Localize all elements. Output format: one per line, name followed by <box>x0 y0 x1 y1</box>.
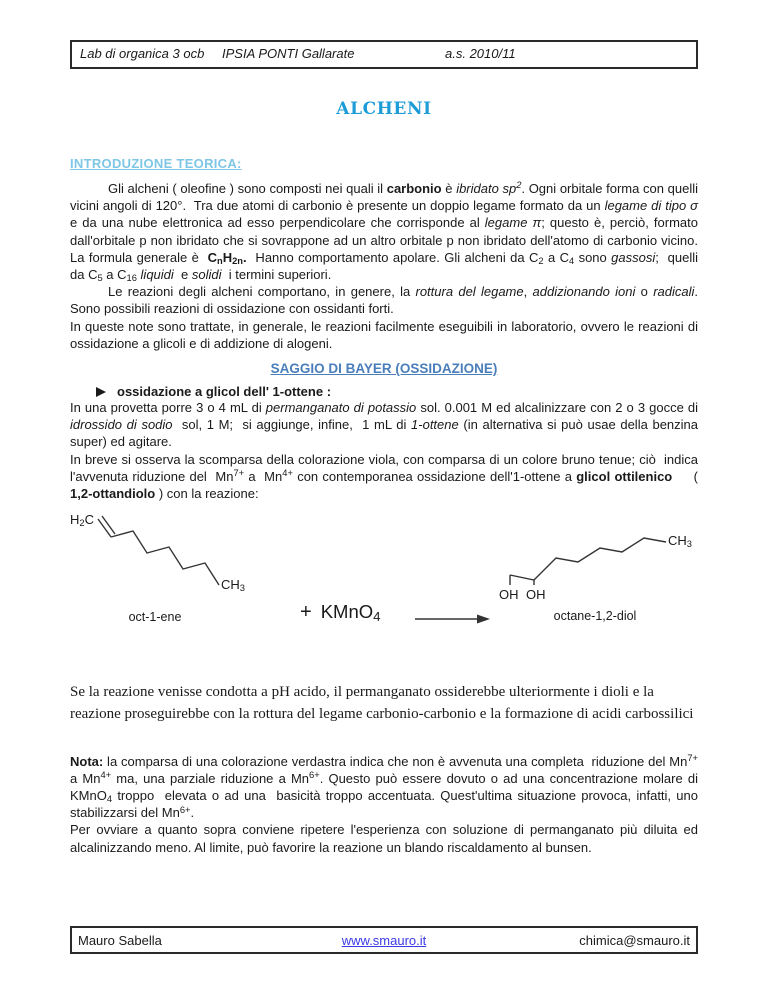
ph-discussion-paragraph: Se la reazione venisse condotta a pH acido, il permanganato ossiderebbe ulteriormente i dioli e la reazione proseguirebbe con la rottura del legame carbonio-carbonio e la formazione di acidi carbossilici <box>70 684 694 722</box>
ch3-label-reactant: $CH_3$ <box>221 577 245 594</box>
header-course: Lab di organica 3 ocb <box>80 46 205 61</box>
h2c-label: $H_2C$ <box>70 512 94 529</box>
product-name: octane-1,2-diol <box>553 609 637 624</box>
footer-author: Mauro Sabella <box>78 932 162 948</box>
reagent-term <box>300 601 381 624</box>
kmno4-formula: KMnO$_4$ <box>320 601 381 625</box>
nota-paragraph-2: Per ovviare a quanto sopra conviene ripetere l'esperienza con soluzione di permanganato più diluita ed alcalinizzando meno. Al limite, può favorire la reazione un blando riscaldamento al bunsen. <box>70 822 698 855</box>
octane-diol-skeleton <box>510 538 666 585</box>
reaction-scheme <box>70 507 698 645</box>
footer-email: chimica@smauro.it <box>579 932 690 948</box>
plus-sign: + <box>300 601 312 624</box>
page-header-box <box>70 40 698 69</box>
observation-paragraph: In breve si osserva la scomparsa della colorazione viola, con comparsa di un colore bruno tenue; ciò indica l'avvenuta riduzione del $Mn^{7+}$ a $Mn^{4+}$ con contemporanea ossidazione dell'1-ottene a glicol ottilenico ( 1,2-ottandiolo ) con la reazione: <box>70 451 699 502</box>
bullet-label: ossidazione a glicol dell' 1-ottene : <box>117 384 332 400</box>
page-footer-box <box>70 926 698 954</box>
reactant-name: oct-1-ene <box>128 610 182 625</box>
intro-paragraph-1: Gli alcheni ( oleofine ) sono composti nei quali il carbonio è ibridato $sp^2$. Ogni orbitale forma con quelli vicini angoli di 120°. Tra due atomi di carbonio è presente un doppio legame formato da un legame di tipo σ e da una nube elettronica ad esso perpendicolare che corrisponde al legame π; questo è, perciò, formato dall'orbitale p non ibridato che si sovrappone ad un altro orbitale p non ibridato dell'atomo di carbonio vicino. La formula generale è $C_nH_{2n}$. Hanno comportamento apolare. Gli alcheni da $C_2$ a $C_4$ sono gassosi; quelli da $C_5$ a $C_{16}$ liquidi e solidi i termini superiori. <box>70 180 699 284</box>
intro-paragraph-3: In queste note sono trattate, in generale, le reazioni facilmente eseguibili in laboratorio, ovvero le reazioni di ossidazione a glicoli e di addizione di alogeni. <box>70 318 698 351</box>
procedure-bullet <box>70 384 698 399</box>
oh-label-left: OH <box>499 587 519 603</box>
intro-paragraph-2: Le reazioni degli alcheni comportano, in genere, la rottura del legame, addizionando ioni o radicali. Sono possibili reazioni di ossidazione con ossidanti forti. <box>70 284 698 317</box>
reaction-arrow <box>415 615 490 624</box>
header-school-year: a.s. 2010/11 <box>445 46 516 61</box>
section-heading-introduction: INTRODUZIONE TEORICA: <box>70 156 242 171</box>
ch3-label-product: $CH_3$ <box>668 533 692 550</box>
header-school: IPSIA PONTI Gallarate <box>222 46 355 61</box>
oct-1-ene-skeleton <box>98 516 219 585</box>
nota-paragraph: Nota: la comparsa di una colorazione verdastra indica che non è avvenuta una completa riduzione del $Mn^{7+}$ a $Mn^{4+}$ ma, una parziale riduzione a $Mn^{6+}$. Questo può essere dovuto o ad una concentrazione molare di KMnO$_4$ troppo elevata o ad una basicità troppo accentuata. Quest'ultima situazione provoca, infatti, uno stabilizzarsi del $Mn^{6+}$. <box>70 752 698 821</box>
footer-website-link[interactable]: www.smauro.it <box>341 932 427 948</box>
page-title: ALCHENI <box>336 99 432 119</box>
section-heading-bayer: SAGGIO DI BAYER (OSSIDAZIONE) <box>270 361 498 377</box>
arrowhead-bullet-icon <box>96 387 106 397</box>
oh-label-right: OH <box>526 587 546 603</box>
procedure-paragraph: In una provetta porre 3 o 4 mL di permanganato di potassio sol. 0.001 M ed alcalinizzare con 2 o 3 gocce di idrossido di sodio sol, 1 M; si aggiunge, infine, 1 mL di 1-ottene (in alternativa si può usae della benzina super) ed agitare. <box>70 400 698 450</box>
